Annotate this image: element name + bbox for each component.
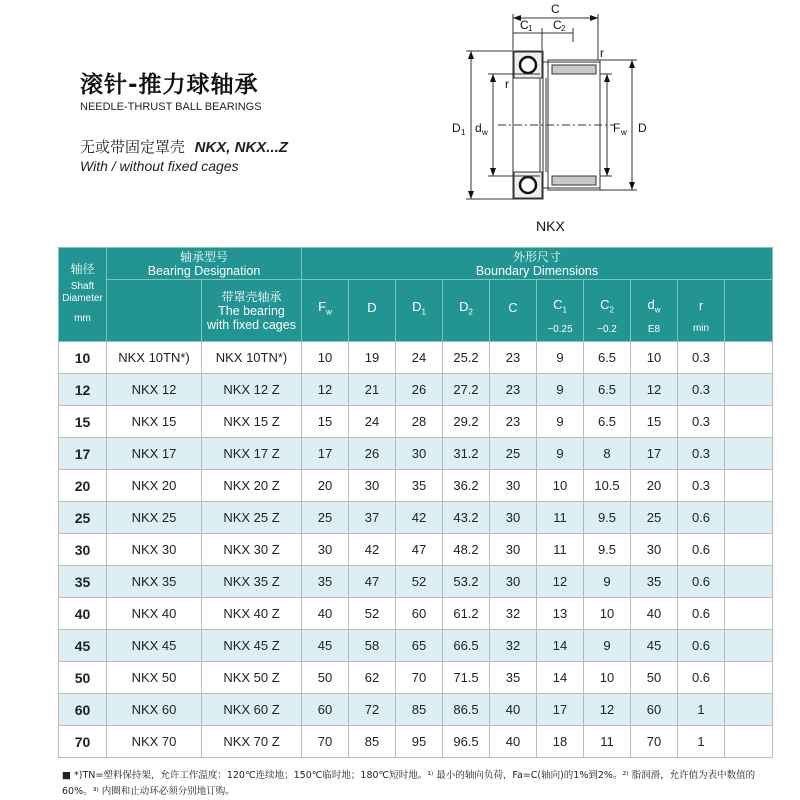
shaft-header bbox=[59, 248, 107, 342]
cell-c: 30 bbox=[490, 534, 537, 566]
shaft-header-unit: mm bbox=[74, 313, 91, 324]
dim-col-extra bbox=[725, 280, 773, 342]
cell-fw: 50 bbox=[302, 662, 349, 694]
cell-d2: 71.5 bbox=[443, 662, 490, 694]
cell-c2: 6.5 bbox=[584, 406, 631, 438]
shaft-header-zh: 轴径 bbox=[70, 262, 95, 276]
cell-r: 0.6 bbox=[678, 534, 725, 566]
cell-c: 30 bbox=[490, 566, 537, 598]
cell-shaft: 40 bbox=[59, 598, 107, 630]
label-d1-sub: 1 bbox=[461, 128, 466, 137]
cell-nkx: NKX 60 bbox=[107, 694, 202, 726]
cell-d: 47 bbox=[349, 566, 396, 598]
dim-col-d: D bbox=[349, 280, 396, 342]
cell-nkx: NKX 70 bbox=[107, 726, 202, 758]
table-row bbox=[59, 598, 773, 630]
cell-c: 35 bbox=[490, 662, 537, 694]
cell-d1: 30 bbox=[396, 438, 443, 470]
cell-c2: 12 bbox=[584, 694, 631, 726]
label-r-left: r bbox=[505, 77, 509, 91]
cell-d2: 43.2 bbox=[443, 502, 490, 534]
cell-d2: 66.5 bbox=[443, 630, 490, 662]
cell-c2: 9.5 bbox=[584, 502, 631, 534]
footnote: ■ *)TN=塑料保持架，允许工作温度：120℃连续地；150℃临时地；180℃短时地。¹⁾ 最小的轴向负荷，Fa=C(轴向)的1%到2%。²⁾ 脂润滑，允许值为表中数值的60%。³⁾ 内圈和止动环必须分别地订购。 bbox=[62, 770, 756, 797]
cell-c: 23 bbox=[490, 342, 537, 374]
cell-r: 0.3 bbox=[678, 470, 725, 502]
cell-r: 0.3 bbox=[678, 406, 725, 438]
cell-extra bbox=[725, 406, 773, 438]
cell-d: 24 bbox=[349, 406, 396, 438]
cell-dw: 10 bbox=[631, 342, 678, 374]
cell-extra bbox=[725, 438, 773, 470]
cell-c1: 9 bbox=[537, 374, 584, 406]
cell-d2: 61.2 bbox=[443, 598, 490, 630]
subtitle-en: With / without fixed cages bbox=[80, 158, 239, 174]
cell-d1: 60 bbox=[396, 598, 443, 630]
cell-fw: 45 bbox=[302, 630, 349, 662]
cell-shaft: 45 bbox=[59, 630, 107, 662]
cell-r: 0.6 bbox=[678, 502, 725, 534]
cell-fw: 15 bbox=[302, 406, 349, 438]
cell-nkxz: NKX 10TN*) bbox=[202, 342, 302, 374]
label-c: C bbox=[551, 2, 560, 16]
cell-nkx: NKX 40 bbox=[107, 598, 202, 630]
cell-d: 37 bbox=[349, 502, 396, 534]
dim-col-r: r min bbox=[678, 280, 725, 342]
cell-d: 30 bbox=[349, 470, 396, 502]
table-row bbox=[59, 630, 773, 662]
label-dw-sub: w bbox=[482, 128, 488, 137]
label-d: D bbox=[638, 121, 647, 135]
table-row bbox=[59, 662, 773, 694]
dims-header-zh: 外形尺寸 bbox=[512, 249, 561, 264]
cell-nkx: NKX 17 bbox=[107, 438, 202, 470]
cell-nkx: NKX 12 bbox=[107, 374, 202, 406]
cell-d2: 53.2 bbox=[443, 566, 490, 598]
cell-d2: 36.2 bbox=[443, 470, 490, 502]
cell-fw: 60 bbox=[302, 694, 349, 726]
cell-nkx: NKX 10TN*) bbox=[107, 342, 202, 374]
cell-shaft: 17 bbox=[59, 438, 107, 470]
dim-col-dw: $d_w$ E8 bbox=[631, 280, 678, 342]
cell-extra bbox=[725, 630, 773, 662]
cell-dw: 50 bbox=[631, 662, 678, 694]
label-fw: F bbox=[613, 121, 621, 135]
subtitle-zh bbox=[80, 136, 288, 157]
cell-d1: 28 bbox=[396, 406, 443, 438]
cell-nkxz: NKX 17 Z bbox=[202, 438, 302, 470]
cell-c1: 13 bbox=[537, 598, 584, 630]
label-c1-sub: 1 bbox=[528, 24, 533, 33]
cell-nkxz: NKX 40 Z bbox=[202, 598, 302, 630]
cell-nkxz: NKX 45 Z bbox=[202, 630, 302, 662]
cell-shaft: 35 bbox=[59, 566, 107, 598]
table-row bbox=[59, 502, 773, 534]
cell-dw: 25 bbox=[631, 502, 678, 534]
title-zh: 滚针-推力球轴承 bbox=[80, 72, 259, 98]
cell-d: 52 bbox=[349, 598, 396, 630]
designation-header-zh: 轴承型号 bbox=[179, 249, 228, 264]
cell-extra bbox=[725, 662, 773, 694]
cell-fw: 12 bbox=[302, 374, 349, 406]
cell-nkxz: NKX 50 Z bbox=[202, 662, 302, 694]
label-d1: D bbox=[452, 121, 461, 135]
dim-col-fw: $F_w$ bbox=[302, 280, 349, 342]
cell-extra bbox=[725, 566, 773, 598]
cell-fw: 25 bbox=[302, 502, 349, 534]
cell-dw: 60 bbox=[631, 694, 678, 726]
cell-d2: 86.5 bbox=[443, 694, 490, 726]
cell-d1: 95 bbox=[396, 726, 443, 758]
title-en: NEEDLE-THRUST BALL BEARINGS bbox=[80, 101, 262, 113]
cell-d: 62 bbox=[349, 662, 396, 694]
dims-header bbox=[302, 248, 773, 280]
cell-r: 0.6 bbox=[678, 630, 725, 662]
cell-c1: 18 bbox=[537, 726, 584, 758]
cell-c2: 9 bbox=[584, 566, 631, 598]
cell-c1: 9 bbox=[537, 438, 584, 470]
cell-nkxz: NKX 70 Z bbox=[202, 726, 302, 758]
cell-d: 19 bbox=[349, 342, 396, 374]
cell-c1: 14 bbox=[537, 662, 584, 694]
cell-c1: 11 bbox=[537, 502, 584, 534]
cell-d1: 24 bbox=[396, 342, 443, 374]
cell-c: 25 bbox=[490, 438, 537, 470]
table-row bbox=[59, 566, 773, 598]
cell-r: 0.6 bbox=[678, 566, 725, 598]
cell-d1: 35 bbox=[396, 470, 443, 502]
cell-dw: 35 bbox=[631, 566, 678, 598]
table-row bbox=[59, 534, 773, 566]
cell-c2: 8 bbox=[584, 438, 631, 470]
cell-dw: 17 bbox=[631, 438, 678, 470]
cell-d2: 31.2 bbox=[443, 438, 490, 470]
designation-header bbox=[107, 248, 302, 280]
cell-shaft: 60 bbox=[59, 694, 107, 726]
dim-col-c1: $C_1$ −0.25 bbox=[537, 280, 584, 342]
cell-d1: 42 bbox=[396, 502, 443, 534]
cell-c2: 9.5 bbox=[584, 534, 631, 566]
cell-extra bbox=[725, 374, 773, 406]
cell-d: 85 bbox=[349, 726, 396, 758]
dim-col-d2: $D_2$ bbox=[443, 280, 490, 342]
cell-c: 30 bbox=[490, 470, 537, 502]
table-row bbox=[59, 470, 773, 502]
cell-nkx: NKX 45 bbox=[107, 630, 202, 662]
caged-header-en: The bearing with fixed cages bbox=[207, 303, 296, 332]
cell-fw: 10 bbox=[302, 342, 349, 374]
table-row bbox=[59, 726, 773, 758]
cell-r: 1 bbox=[678, 694, 725, 726]
header-row-1 bbox=[59, 248, 773, 280]
cell-c2: 6.5 bbox=[584, 342, 631, 374]
cell-extra bbox=[725, 342, 773, 374]
cell-fw: 20 bbox=[302, 470, 349, 502]
cell-c2: 10.5 bbox=[584, 470, 631, 502]
cell-c1: 10 bbox=[537, 470, 584, 502]
dim-col-d1: $D_1$ bbox=[396, 280, 443, 342]
cell-c: 30 bbox=[490, 502, 537, 534]
cell-c1: 11 bbox=[537, 534, 584, 566]
cell-nkxz: NKX 30 Z bbox=[202, 534, 302, 566]
cell-dw: 45 bbox=[631, 630, 678, 662]
cell-shaft: 70 bbox=[59, 726, 107, 758]
table-row bbox=[59, 694, 773, 726]
label-r-top: r bbox=[600, 46, 604, 60]
cell-nkx: NKX 25 bbox=[107, 502, 202, 534]
cell-c1: 9 bbox=[537, 342, 584, 374]
cell-nkx: NKX 20 bbox=[107, 470, 202, 502]
cell-fw: 70 bbox=[302, 726, 349, 758]
cell-c2: 9 bbox=[584, 630, 631, 662]
label-c2-sub: 2 bbox=[561, 24, 566, 33]
cell-d1: 26 bbox=[396, 374, 443, 406]
subtitle-zh-text: 无或带固定罩壳 bbox=[80, 138, 186, 156]
designation-header-en: Bearing Designation bbox=[147, 263, 261, 278]
label-dw: d bbox=[475, 121, 482, 135]
cell-c1: 9 bbox=[537, 406, 584, 438]
cell-c: 32 bbox=[490, 630, 537, 662]
cell-c1: 12 bbox=[537, 566, 584, 598]
cell-extra bbox=[725, 502, 773, 534]
cell-shaft: 15 bbox=[59, 406, 107, 438]
table-row bbox=[59, 342, 773, 374]
cell-dw: 40 bbox=[631, 598, 678, 630]
cell-shaft: 30 bbox=[59, 534, 107, 566]
shaft-header-en: Shaft Diameter bbox=[62, 281, 103, 304]
cell-dw: 70 bbox=[631, 726, 678, 758]
cell-d2: 96.5 bbox=[443, 726, 490, 758]
cell-d: 26 bbox=[349, 438, 396, 470]
cell-nkxz: NKX 35 Z bbox=[202, 566, 302, 598]
cell-nkxz: NKX 25 Z bbox=[202, 502, 302, 534]
cell-r: 0.3 bbox=[678, 374, 725, 406]
cell-c2: 10 bbox=[584, 598, 631, 630]
cell-nkxz: NKX 15 Z bbox=[202, 406, 302, 438]
cell-extra bbox=[725, 470, 773, 502]
cell-nkx: NKX 35 bbox=[107, 566, 202, 598]
cell-d2: 27.2 bbox=[443, 374, 490, 406]
cell-nkx: NKX 50 bbox=[107, 662, 202, 694]
cell-c2: 10 bbox=[584, 662, 631, 694]
table-body bbox=[59, 342, 773, 758]
bearing-diagram bbox=[440, 0, 680, 240]
cell-nkxz: NKX 60 Z bbox=[202, 694, 302, 726]
cell-dw: 15 bbox=[631, 406, 678, 438]
cell-r: 0.6 bbox=[678, 598, 725, 630]
cell-d2: 48.2 bbox=[443, 534, 490, 566]
caged-header-zh: 带罩壳轴承 bbox=[221, 289, 282, 304]
nkx-header bbox=[107, 280, 202, 342]
cell-d1: 52 bbox=[396, 566, 443, 598]
cell-r: 1 bbox=[678, 726, 725, 758]
cell-nkx: NKX 30 bbox=[107, 534, 202, 566]
cell-fw: 35 bbox=[302, 566, 349, 598]
cell-extra bbox=[725, 534, 773, 566]
cell-fw: 30 bbox=[302, 534, 349, 566]
cell-shaft: 12 bbox=[59, 374, 107, 406]
cell-c: 40 bbox=[490, 694, 537, 726]
cell-shaft: 10 bbox=[59, 342, 107, 374]
label-c2: C bbox=[553, 18, 562, 32]
cell-nkx: NKX 15 bbox=[107, 406, 202, 438]
cell-c: 23 bbox=[490, 406, 537, 438]
cell-c2: 6.5 bbox=[584, 374, 631, 406]
cell-dw: 30 bbox=[631, 534, 678, 566]
cell-extra bbox=[725, 726, 773, 758]
cell-fw: 40 bbox=[302, 598, 349, 630]
dims-header-en: Boundary Dimensions bbox=[475, 263, 599, 278]
cell-c: 40 bbox=[490, 726, 537, 758]
label-fw-sub: w bbox=[621, 128, 627, 137]
cell-d: 42 bbox=[349, 534, 396, 566]
cell-d2: 25.2 bbox=[443, 342, 490, 374]
table-row bbox=[59, 406, 773, 438]
cell-nkxz: NKX 12 Z bbox=[202, 374, 302, 406]
cell-d: 72 bbox=[349, 694, 396, 726]
cell-shaft: 50 bbox=[59, 662, 107, 694]
cell-c: 23 bbox=[490, 374, 537, 406]
table-row bbox=[59, 438, 773, 470]
cell-dw: 20 bbox=[631, 470, 678, 502]
cell-extra bbox=[725, 694, 773, 726]
cell-c1: 14 bbox=[537, 630, 584, 662]
cell-d: 58 bbox=[349, 630, 396, 662]
cell-r: 0.3 bbox=[678, 342, 725, 374]
cell-fw: 17 bbox=[302, 438, 349, 470]
header-row-2 bbox=[59, 280, 773, 342]
cell-c2: 11 bbox=[584, 726, 631, 758]
cell-d2: 29.2 bbox=[443, 406, 490, 438]
cell-shaft: 20 bbox=[59, 470, 107, 502]
cell-d1: 47 bbox=[396, 534, 443, 566]
dimensions-table bbox=[58, 247, 773, 758]
cell-d1: 70 bbox=[396, 662, 443, 694]
cell-extra bbox=[725, 598, 773, 630]
cell-nkxz: NKX 20 Z bbox=[202, 470, 302, 502]
cell-r: 0.3 bbox=[678, 438, 725, 470]
label-c1: C bbox=[520, 18, 529, 32]
cell-shaft: 25 bbox=[59, 502, 107, 534]
cell-d1: 85 bbox=[396, 694, 443, 726]
cell-c1: 17 bbox=[537, 694, 584, 726]
dim-col-c: C bbox=[490, 280, 537, 342]
cell-d: 21 bbox=[349, 374, 396, 406]
subtitle-models: NKX, NKX...Z bbox=[194, 139, 288, 156]
cell-c: 32 bbox=[490, 598, 537, 630]
table-row bbox=[59, 374, 773, 406]
dim-col-c2: $C_2$ −0.2 bbox=[584, 280, 631, 342]
caged-header bbox=[202, 280, 302, 342]
diagram-caption: NKX bbox=[536, 218, 565, 234]
cell-d1: 65 bbox=[396, 630, 443, 662]
cell-r: 0.6 bbox=[678, 662, 725, 694]
cell-dw: 12 bbox=[631, 374, 678, 406]
